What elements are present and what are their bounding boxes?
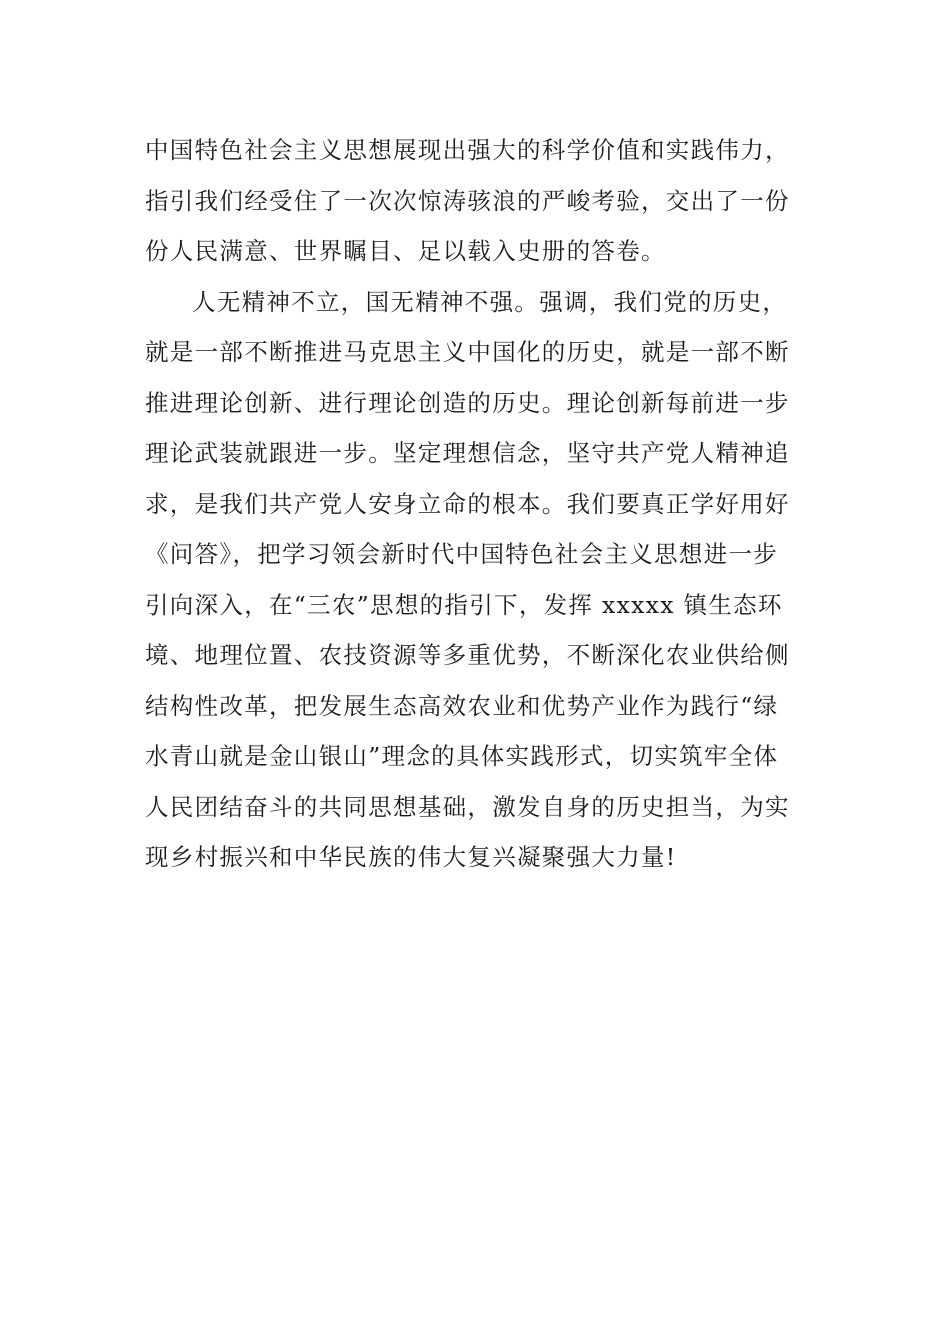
- text-line: 中国特色社会主义思想展现出强大的科学价值和实践伟力，: [145, 136, 790, 164]
- text-line: 结构性改革，把发展生态高效农业和优势产业作为践行“绿: [145, 691, 779, 720]
- text-line: 人无精神不立，国无精神不强。强调，我们党的历史，: [192, 287, 788, 316]
- text-line: 就是一部不断推进马克思主义中国化的历史，就是一部不断: [145, 338, 790, 366]
- text-line: 引向深入，在“三农”思想的指引下，发挥 xxxxx 镇生态环: [145, 590, 783, 619]
- text-line: 份人民满意、世界瞩目、足以载入史册的答卷。: [145, 237, 666, 265]
- text-line: 理论武装就跟进一步。坚定理想信念，坚守共产党人精神追: [145, 439, 790, 467]
- text-line: 境、地理位置、农技资源等多重优势，不断深化农业供给侧: [145, 641, 790, 669]
- paragraph: [145, 277, 810, 883]
- body-text: [145, 125, 810, 883]
- text-line: 《问答》，把学习领会新时代中国特色社会主义思想进一步: [145, 540, 779, 568]
- text-line: 水青山就是金山银山”理念的具体实践形式，切实筑牢全体: [145, 742, 779, 770]
- text-line: 推进理论创新、进行理论创造的历史。理论创新每前进一步: [145, 388, 790, 417]
- text-line: 现乡村振兴和中华民族的伟大复兴凝聚强大力量!: [145, 843, 677, 871]
- text-line: 人民团结奋斗的共同思想基础，激发自身的历史担当，为实: [145, 792, 790, 821]
- text-line: 求，是我们共产党人安身立命的根本。我们要真正学好用好: [145, 489, 790, 518]
- paragraph: [145, 125, 810, 277]
- text-line: 指引我们经受住了一次次惊涛骇浪的严峻考验，交出了一份: [145, 186, 790, 215]
